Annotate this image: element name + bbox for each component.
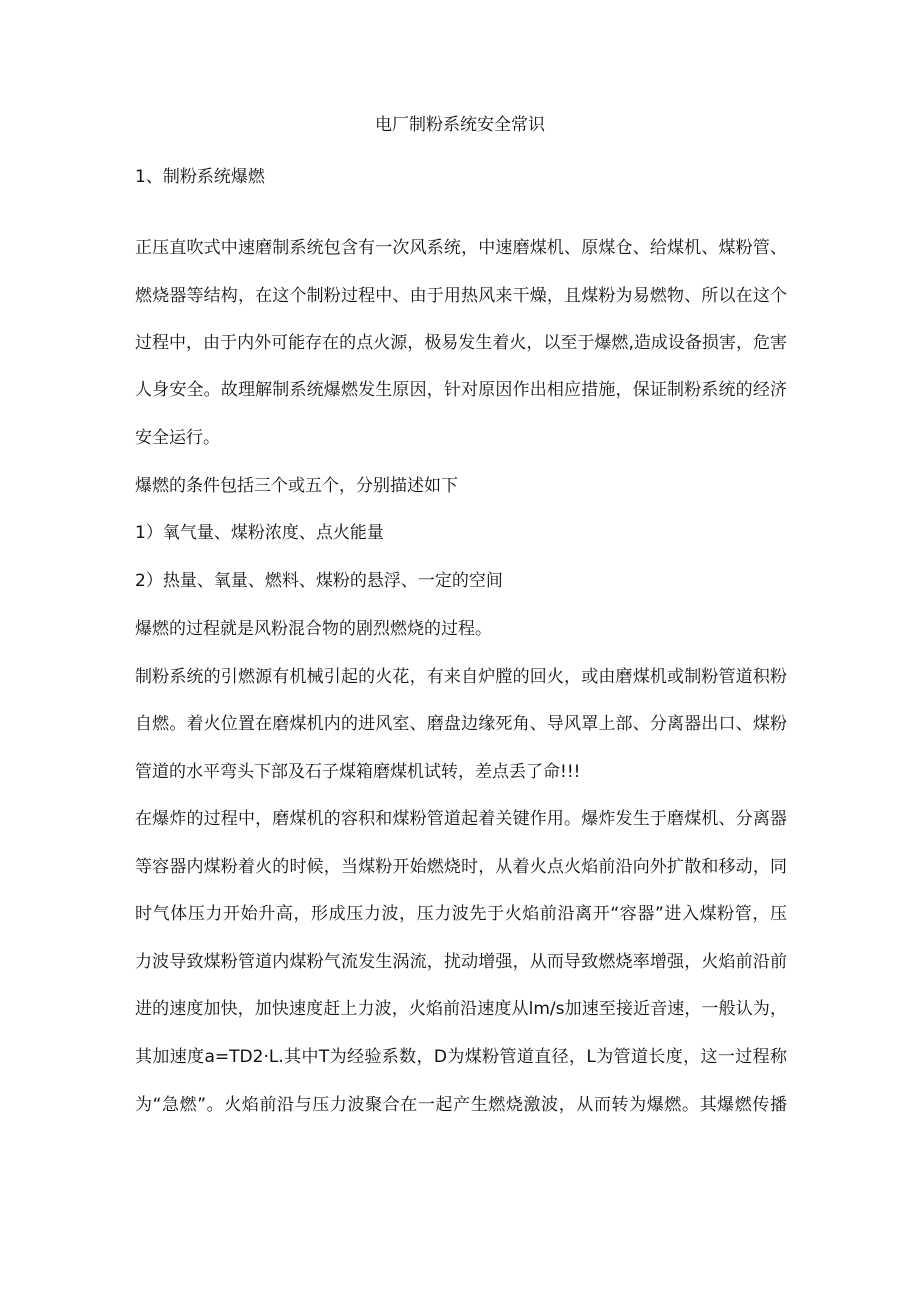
paragraph-line: 自燃。着火位置在磨煤机内的进风室、磨盘边缘死角、导风罩上部、分离器出口、煤粉 [135,714,787,734]
paragraph-line: 燃烧器等结构，在这个制粉过程中、由于用热风来干燥，且煤粉为易燃物、所以在这个 [135,286,787,306]
paragraph-line: 其加速度a=TD2·L.其中T为经验系数，D为煤粉管道直径，L为管道长度，这一过程称 [135,1047,787,1067]
paragraph-line: 时气体压力开始升高，形成压力波，压力波先于火焰前沿离开“容器”进入煤粉管，压 [135,904,787,924]
section-heading: 1、制粉系统爆燃 [135,167,265,187]
paragraph-line: 过程中，由于内外可能存在的点火源，极易发生着火，以至于爆燃,造成设备损害，危害 [135,333,787,353]
paragraph-line: 安全运行。 [135,428,220,448]
list-item: 2）热量、氧量、燃料、煤粉的悬浮、一定的空间 [135,571,503,591]
list-item: 1）氧气量、煤粉浓度、点火能量 [135,523,384,543]
paragraph-line: 人身安全。故理解制系统爆燃发生原因，针对原因作出相应措施，保证制粉系统的经济 [135,380,787,400]
paragraph-line: 为“急燃”。火焰前沿与压力波聚合在一起产生燃烧激波，从而转为爆燃。其爆燃传播 [135,1095,787,1115]
paragraph-line: 制粉系统的引燃源有机械引起的火花，有来自炉膛的回火，或由磨煤机或制粉管道积粉 [135,667,787,687]
paragraph-line: 爆燃的条件包括三个或五个，分别描述如下 [135,476,458,496]
paragraph-line: 进的速度加快，加快速度赶上力波，火焰前沿速度从lm/s加速至接近音速，一般认为， [135,999,787,1019]
document-title: 电厂制粉系统安全常识 [375,115,545,135]
paragraph-line: 正压直吹式中速磨制系统包含有一次风系统，中速磨煤机、原煤仓、给煤机、煤粉管、 [135,238,787,258]
paragraph-line: 管道的水平弯头下部及石子煤箱磨煤机试转，差点丢了命!!! [135,762,581,782]
paragraph-line: 等容器内煤粉着火的时候，当煤粉开始燃烧时，从着火点火焰前沿向外扩散和移动，同 [135,857,787,877]
paragraph-line: 爆燃的过程就是风粉混合物的剧烈燃烧的过程。 [135,619,492,639]
paragraph-line: 力波导致煤粉管道内煤粉气流发生涡流，扰动增强，从而导致燃烧率增强，火焰前沿前 [135,952,787,972]
paragraph-line: 在爆炸的过程中，磨煤机的容积和煤粉管道起着关键作用。爆炸发生于磨煤机、分离器 [135,809,787,829]
